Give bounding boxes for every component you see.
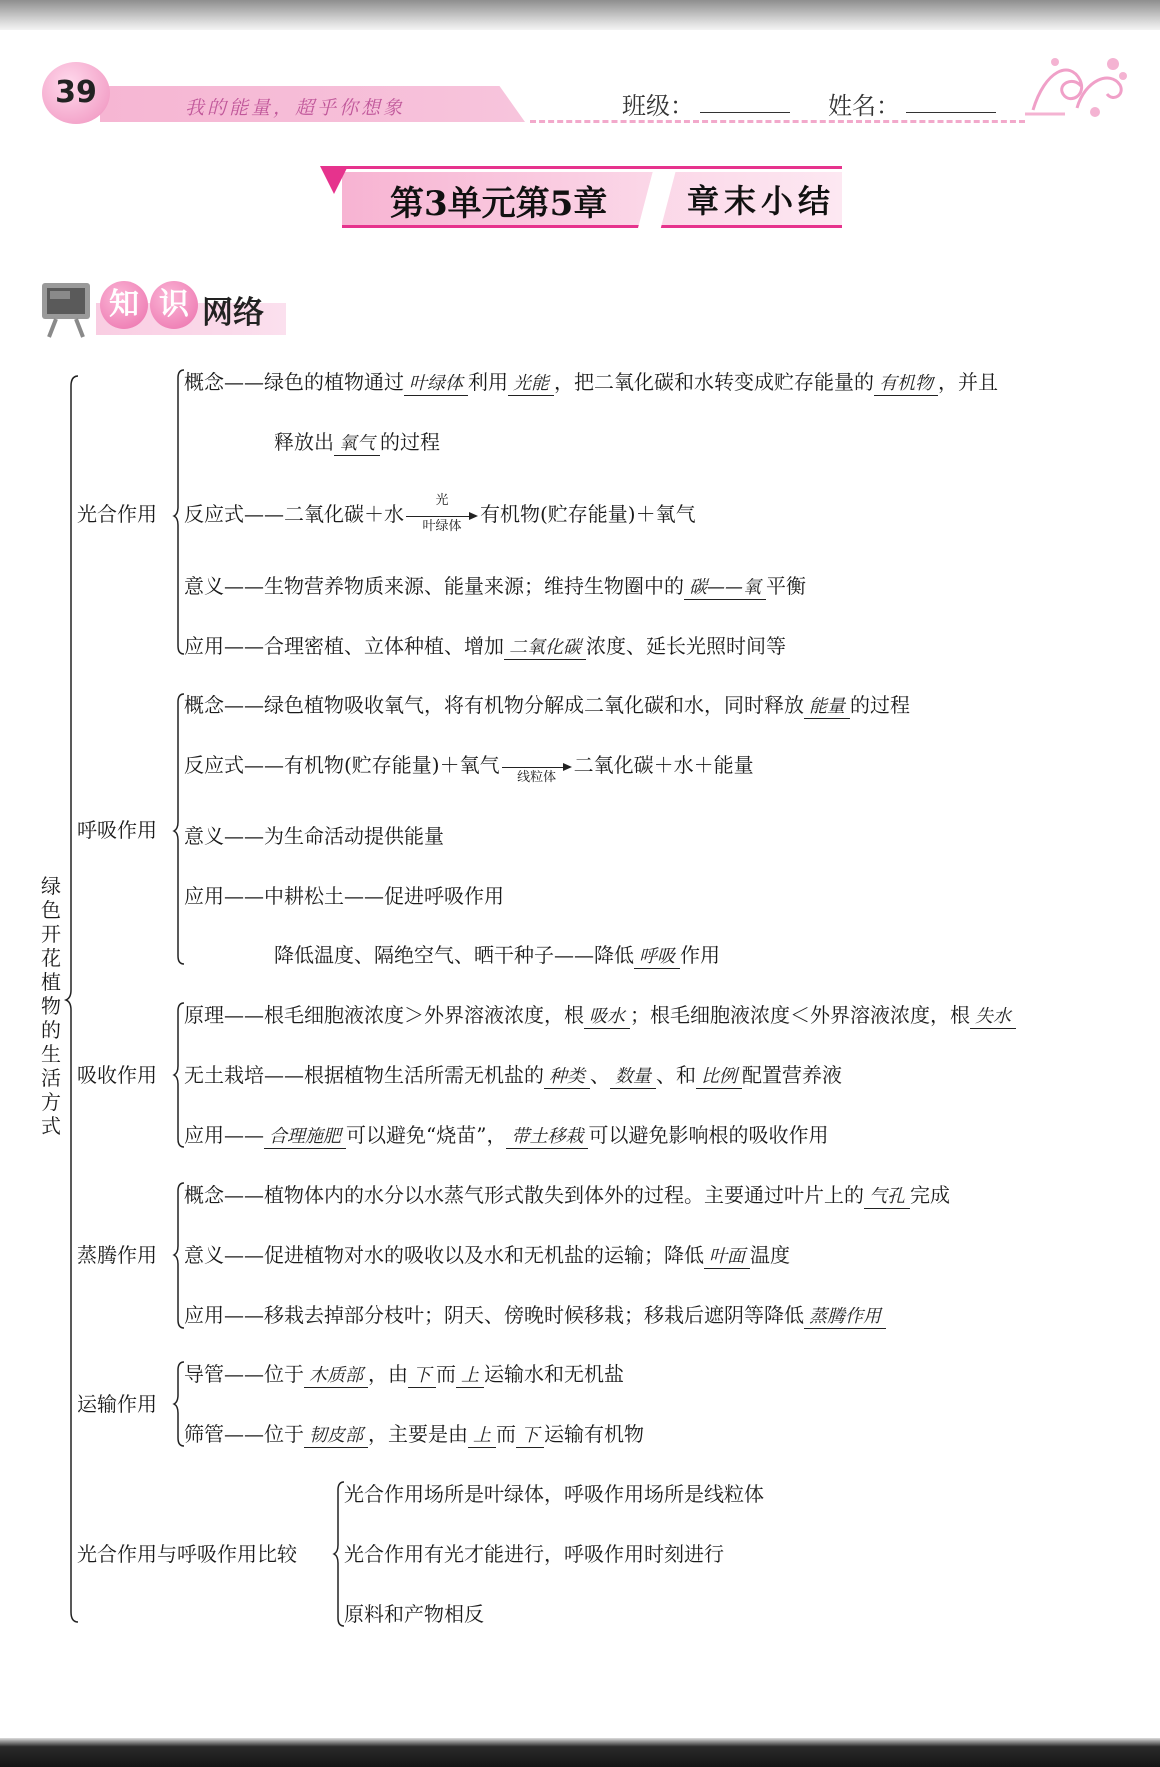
answer-blank: 吸水 [584, 1006, 630, 1029]
answer-blank: 光能 [508, 373, 554, 396]
answer-blank: 叶面 [704, 1246, 750, 1269]
answer-blank: 韧皮部 [304, 1425, 368, 1448]
answer-blank: 蒸腾作用 [804, 1306, 886, 1329]
photosynthesis-label: 光合作用 [77, 502, 157, 526]
comparison-item: 原料和产物相反 [344, 1602, 484, 1626]
respiration-application: 应用——中耕松土——促进呼吸作用 [184, 884, 504, 908]
answer-blank: 上 [456, 1365, 484, 1388]
answer-blank: 呼吸 [634, 946, 680, 969]
photosynthesis-application: 应用——合理密植、立体种植、增加 二氧化碳 浓度、延长光照时间等 [184, 634, 786, 658]
respiration-concept: 概念——绿色植物吸收氧气，将有机物分解成二氧化碳和水，同时释放 能量 的过程 [184, 693, 910, 717]
chapter-unit: 第3单元第5章 [390, 184, 608, 224]
page-number: 39 [42, 62, 110, 124]
root-label: 绿色开花植物的生活方式 [41, 874, 61, 1138]
transpiration-concept: 概念——植物体内的水分以水蒸气形式散失到体外的过程。主要通过叶片上的 气孔 完成 [184, 1183, 950, 1207]
section-char-2: 识 [150, 281, 198, 329]
respiration-label: 呼吸作用 [77, 818, 157, 842]
comparison-label: 光合作用与呼吸作用比较 [77, 1542, 297, 1566]
answer-blank: 数量 [610, 1066, 656, 1089]
answer-blank: 有机物 [874, 373, 938, 396]
absorption-application: 应用—— 合理施肥 可以避免“烧苗”， 带土移栽 可以避免影响根的吸收作用 [184, 1123, 829, 1147]
chapter-name: 章末小结 [687, 182, 836, 220]
reaction-arrow-icon: 线粒体 [502, 753, 572, 781]
answer-blank: 叶绿体 [404, 373, 468, 396]
photosynthesis-concept: 概念——绿色的植物通过 叶绿体 利用 光能 ，把二氧化碳和水转变成贮存能量的 有机物 ，并且 [184, 370, 998, 394]
transpiration-label: 蒸腾作用 [77, 1243, 157, 1267]
photosynthesis-meaning: 意义——生物营养物质来源、能量来源；维持生物圈中的 碳——氧 平衡 [184, 574, 806, 598]
answer-blank: 上 [468, 1425, 496, 1448]
answer-blank: 种类 [544, 1066, 590, 1089]
transpiration-application: 应用——移栽去掉部分枝叶；阴天、傍晚时候移栽；移栽后遮阴等降低 蒸腾作用 [184, 1301, 886, 1329]
header-motto: 我的能量，超乎你想象 [185, 97, 406, 119]
transpiration-meaning: 意义——促进植物对水的吸收以及水和无机盐的运输；降低 叶面 温度 [184, 1243, 790, 1267]
section-title: 网络 [202, 295, 264, 331]
answer-blank: 气孔 [864, 1186, 910, 1209]
absorption-principle: 原理——根毛细胞液浓度＞外界溶液浓度，根 吸水 ；根毛细胞液浓度＜外界溶液浓度，根 失水 [184, 1001, 1016, 1029]
answer-blank: 碳——氧 [684, 577, 766, 600]
section-char-1: 知 [100, 281, 148, 329]
transport-vessel: 导管——位于 木质部 ，由 下 而 上 运输水和无机盐 [184, 1362, 624, 1386]
respiration-equation: 反应式——有机物(贮存能量)＋氧气 线粒体 二氧化碳＋水＋能量 [184, 753, 754, 785]
photosynthesis-equation: 反应式——二氧化碳＋水 光 叶绿体 有机物(贮存能量)＋氧气 [184, 492, 696, 534]
absorption-soilless: 无土栽培——根据植物生活所需无机盐的 种类 、 数量 、和 比例 配置营养液 [184, 1063, 842, 1087]
answer-blank: 失水 [970, 1006, 1016, 1029]
answer-blank: 氧气 [334, 433, 380, 456]
photosynthesis-concept-cont: 释放出 氧气 的过程 [274, 430, 440, 454]
answer-blank: 能量 [804, 696, 850, 719]
reaction-arrow-icon: 光 叶绿体 [406, 502, 478, 530]
answer-blank: 下 [516, 1425, 544, 1448]
absorption-label: 吸收作用 [77, 1063, 157, 1087]
class-label: 班级： [622, 92, 694, 120]
respiration-meaning: 意义——为生命活动提供能量 [184, 824, 444, 848]
answer-blank: 二氧化碳 [504, 637, 586, 660]
transport-sieve: 筛管——位于 韧皮部 ，主要是由 上 而 下 运输有机物 [184, 1422, 644, 1446]
name-label: 姓名： [828, 92, 900, 120]
answer-blank: 木质部 [304, 1365, 368, 1388]
transport-label: 运输作用 [77, 1392, 157, 1416]
answer-blank: 合理施肥 [264, 1126, 346, 1149]
answer-blank: 带土移栽 [506, 1126, 588, 1149]
answer-blank: 比例 [696, 1066, 742, 1089]
bottom-edge [0, 1738, 1160, 1767]
answer-blank: 下 [408, 1365, 436, 1388]
respiration-application-cont: 降低温度、隔绝空气、晒干种子——降低 呼吸 作用 [274, 943, 720, 967]
comparison-item: 光合作用有光才能进行，呼吸作用时刻进行 [344, 1542, 724, 1566]
comparison-item: 光合作用场所是叶绿体，呼吸作用场所是线粒体 [344, 1482, 764, 1506]
